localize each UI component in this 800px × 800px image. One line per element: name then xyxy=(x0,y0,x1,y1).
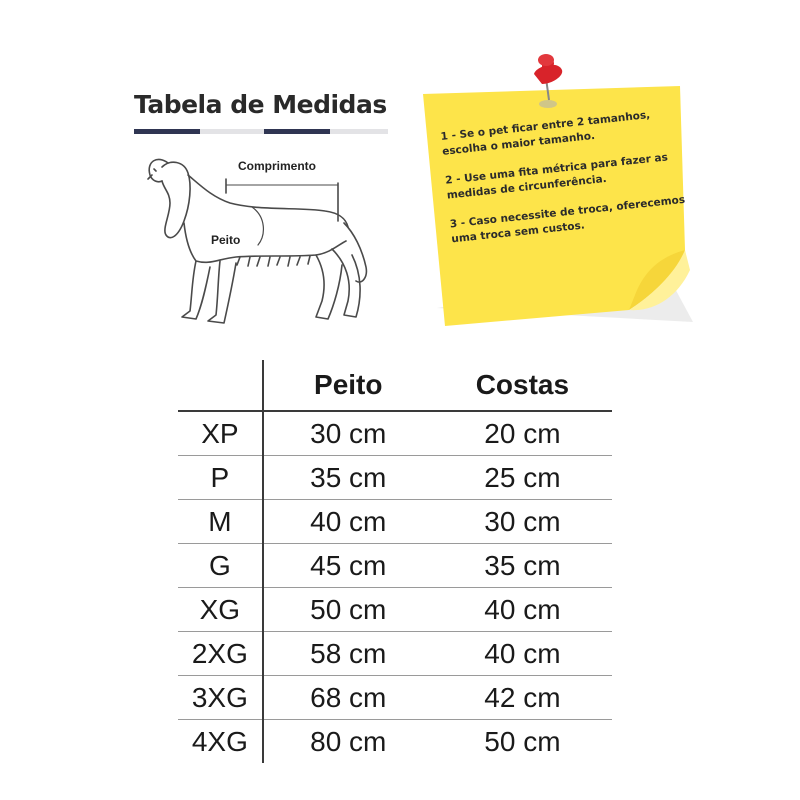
chest-cell: 40 cm xyxy=(263,500,433,544)
table-row xyxy=(178,500,612,544)
size-cell: XP xyxy=(178,411,263,456)
note-item: 3 - Caso necessite de troca, oferecemos uma troca sem custos. xyxy=(449,193,686,246)
page-title: Tabela de Medidas xyxy=(134,90,387,119)
dog-illustration xyxy=(140,145,380,345)
table-row xyxy=(178,588,612,632)
dog-measurement-diagram xyxy=(140,145,380,345)
table-header-row xyxy=(178,360,612,411)
sticky-note xyxy=(415,60,705,340)
column-header: Costas xyxy=(433,360,612,411)
size-table xyxy=(178,360,612,763)
table-row xyxy=(178,456,612,500)
back-cell: 40 cm xyxy=(433,588,612,632)
chest-label: Peito xyxy=(211,233,241,247)
note-item: 1 - Se o pet ficar entre 2 tamanhos, escolha o maior tamanho. xyxy=(440,108,651,158)
back-cell: 30 cm xyxy=(433,500,612,544)
back-cell: 35 cm xyxy=(433,544,612,588)
column-header xyxy=(178,360,263,411)
note-item: 2 - Use uma fita métrica para fazer as medidas de circunferência. xyxy=(444,151,669,202)
length-label: Comprimento xyxy=(238,159,316,173)
back-cell: 20 cm xyxy=(433,411,612,456)
back-cell: 40 cm xyxy=(433,632,612,676)
table-row xyxy=(178,720,612,764)
table-row xyxy=(178,676,612,720)
table-row xyxy=(178,411,612,456)
column-header: Peito xyxy=(263,360,433,411)
chest-cell: 80 cm xyxy=(310,725,387,757)
chest-cell: 30 cm xyxy=(263,411,433,456)
size-cell: M xyxy=(178,500,263,544)
back-cell: 50 cm xyxy=(484,725,561,757)
chest-cell: 68 cm xyxy=(263,676,433,720)
title-underline xyxy=(134,129,388,134)
size-cell: G xyxy=(178,544,263,588)
size-cell: 4XG xyxy=(178,720,263,764)
size-cell: 3XG xyxy=(178,676,263,720)
chest-cell: 50 cm xyxy=(263,588,433,632)
note-text xyxy=(440,104,697,261)
chest-cell: 58 cm xyxy=(263,632,433,676)
size-cell: P xyxy=(178,456,263,500)
size-cell: XG xyxy=(178,588,263,632)
size-cell: 2XG xyxy=(178,632,263,676)
table-row xyxy=(178,544,612,588)
table-row xyxy=(178,632,612,676)
back-cell: 25 cm xyxy=(433,456,612,500)
back-cell: 42 cm xyxy=(433,676,612,720)
chest-cell: 35 cm xyxy=(263,456,433,500)
chest-cell: 45 cm xyxy=(263,544,433,588)
pushpin-icon xyxy=(520,48,580,118)
